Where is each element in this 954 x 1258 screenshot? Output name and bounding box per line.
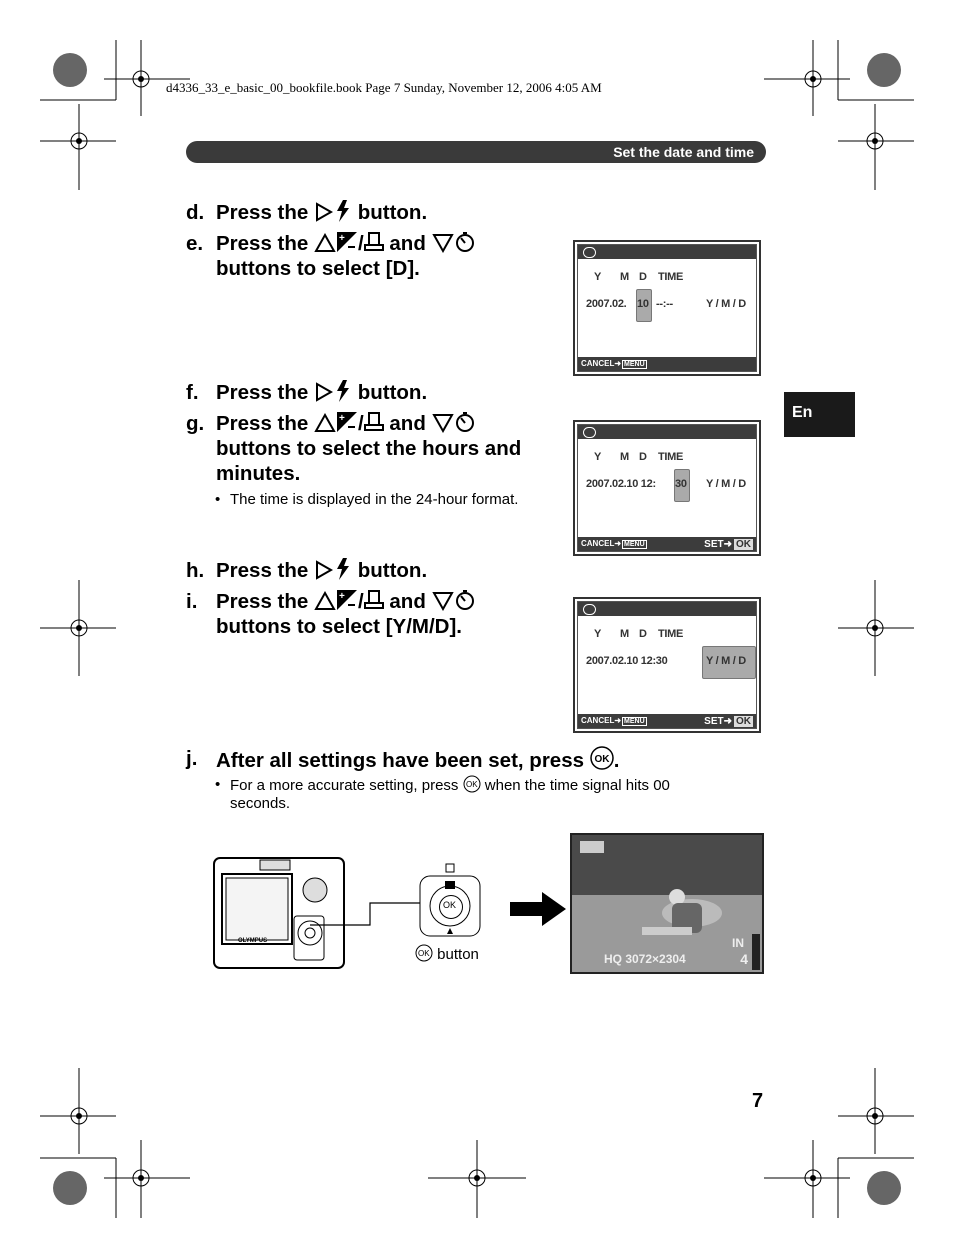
step-letter: e.: [186, 232, 204, 255]
lcd-screen-day: [573, 240, 761, 376]
down-triangle-icon: [432, 233, 454, 253]
clock-icon: [583, 604, 596, 615]
dial-ok-button[interactable]: [439, 895, 463, 919]
date-value: 2007.02.10 12:: [586, 478, 656, 490]
self-timer-icon: [454, 411, 476, 433]
lcd-screen-format: [573, 597, 761, 733]
caption-text: button: [437, 946, 479, 963]
format-value[interactable]: Y / M / D: [706, 655, 746, 667]
step-text-end: .: [613, 749, 620, 772]
flash-icon: [334, 558, 352, 580]
flash-icon: [334, 200, 352, 222]
cancel-label: CANCEL: [581, 539, 615, 548]
label-y: Y: [594, 451, 602, 463]
ok-button-label: OK: [443, 900, 457, 910]
bullet: •: [215, 491, 221, 508]
self-timer-icon: [454, 231, 476, 253]
step-f: [186, 380, 726, 406]
label-time: TIME: [658, 271, 684, 283]
right-triangle-icon: [314, 560, 334, 580]
step-text: button.: [357, 201, 428, 224]
step-e: e. Press the + / and buttons to select [D].: [186, 231, 726, 283]
screen-topbar: [578, 602, 756, 616]
step-text-line2: buttons to select [Y/M/D].: [216, 615, 462, 638]
label-m: M: [620, 271, 629, 283]
up-triangle-icon: [314, 591, 336, 611]
exposure-compensation-icon: [336, 589, 358, 611]
svg-text:OK: OK: [465, 780, 478, 789]
flash-icon: [334, 380, 352, 402]
ok-button-label: OK: [736, 716, 751, 727]
day-value[interactable]: 10: [637, 298, 649, 310]
label-time: TIME: [658, 628, 684, 640]
battery-bar: [752, 934, 760, 970]
svg-text:OK: OK: [418, 949, 430, 958]
step-h: [186, 558, 726, 584]
clock-icon: [583, 427, 596, 438]
print-icon: [364, 411, 384, 433]
label-y: Y: [594, 628, 602, 640]
date-value: 2007.02.10 12:30: [586, 655, 668, 667]
ok-button-icon: [415, 944, 433, 962]
step-text: Press the: [216, 559, 314, 582]
note-accurate-setting: [215, 775, 755, 815]
section-header-bar: [186, 141, 766, 163]
lcd-screen-time: [573, 420, 761, 556]
step-text-line3: minutes.: [216, 462, 301, 485]
up-triangle-icon: [314, 413, 336, 433]
label-m: M: [620, 451, 629, 463]
camera-brand: OLYMPUS: [238, 938, 268, 944]
down-triangle-icon: [432, 413, 454, 433]
svg-text:+: +: [339, 413, 345, 424]
ok-button-icon: [463, 775, 481, 793]
set-label: SET: [704, 716, 724, 727]
step-letter: i.: [186, 590, 198, 613]
step-d: [186, 200, 726, 226]
menu-button-label: MENU: [624, 541, 645, 548]
screen-botbar: CANCEL➜ MENU SET➜ OK: [578, 714, 756, 728]
print-icon: [364, 589, 384, 611]
minute-value[interactable]: 30: [675, 478, 687, 490]
step-text: button.: [357, 381, 428, 404]
step-letter: g.: [186, 412, 205, 435]
ok-button-icon: [590, 746, 614, 770]
photo-preview-screen: [570, 833, 764, 974]
clock-icon: [583, 247, 596, 258]
label-time: TIME: [658, 451, 684, 463]
photo-quality-text: HQ 3072×2304: [604, 952, 686, 966]
set-label: SET: [704, 539, 724, 550]
step-text-line2: buttons to select the hours and: [216, 437, 522, 460]
label-y: Y: [594, 271, 602, 283]
menu-button-label: MENU: [624, 718, 645, 725]
note-24-hour: [215, 490, 565, 510]
photo-count: 4: [740, 951, 748, 967]
label-m: M: [620, 628, 629, 640]
step-letter: f.: [186, 381, 199, 404]
step-text: Press the: [216, 590, 314, 613]
step-i: i. Press the + / and buttons to select [Y/M/D].: [186, 589, 726, 641]
date-value: 2007.02.: [586, 298, 627, 310]
svg-text:+: +: [339, 233, 345, 244]
step-text: Press the: [216, 412, 314, 435]
ok-button-caption: [415, 944, 505, 964]
note-text: when the time signal hits 00: [480, 777, 670, 794]
ok-button-label: OK: [736, 539, 751, 550]
format-value: Y / M / D: [706, 298, 746, 310]
step-text: Press the: [216, 381, 314, 404]
label-d: D: [639, 451, 647, 463]
screen-topbar: [578, 425, 756, 439]
note-text: For a more accurate setting, press: [230, 777, 463, 794]
up-triangle-icon: [314, 233, 336, 253]
print-icon: [364, 231, 384, 253]
self-timer-icon: [454, 589, 476, 611]
screen-botbar: CANCEL➜ MENU SET➜ OK: [578, 537, 756, 551]
cancel-label: CANCEL: [581, 359, 615, 368]
right-arrow-icon: [510, 892, 566, 926]
page-number: 7: [752, 1090, 764, 1112]
label-d: D: [639, 628, 647, 640]
svg-text:+: +: [339, 591, 345, 602]
section-title: Set the date and time: [613, 144, 754, 160]
bullet: •: [215, 776, 221, 793]
exposure-compensation-icon: [336, 411, 358, 433]
step-text-line2: buttons to select [D].: [216, 257, 420, 280]
exposure-compensation-icon: [336, 231, 358, 253]
step-text: Press the: [216, 232, 314, 255]
connector-lines: [300, 895, 430, 935]
photo-mem-indicator: IN: [732, 936, 744, 950]
note-text-line2: seconds.: [230, 795, 291, 812]
step-text: After all settings have been set, press: [216, 749, 590, 772]
language-tab-label: En: [792, 404, 813, 421]
down-triangle-icon: [432, 591, 454, 611]
step-text: button.: [357, 559, 428, 582]
right-triangle-icon: [314, 202, 334, 222]
step-letter: j.: [186, 747, 198, 770]
label-d: D: [639, 271, 647, 283]
step-j: [186, 746, 766, 772]
menu-button-label: MENU: [624, 361, 645, 368]
file-info: d4336_33_e_basic_00_bookfile.book Page 7 Sunday, November 12, 2006 4:05 AM: [166, 80, 602, 95]
language-tab: [784, 392, 855, 437]
cancel-label: CANCEL: [581, 716, 615, 725]
format-value: Y / M / D: [706, 478, 746, 490]
screen-topbar: [578, 245, 756, 259]
svg-text:OK: OK: [594, 754, 610, 765]
screen-botbar: CANCEL➜ MENU: [578, 357, 756, 371]
step-letter: d.: [186, 201, 205, 224]
step-text: and: [389, 590, 432, 613]
right-triangle-icon: [314, 382, 334, 402]
time-value: --:--: [656, 298, 673, 310]
step-letter: h.: [186, 559, 205, 582]
step-g: g. Press the + / and buttons to select the hours and minutes.: [186, 412, 522, 485]
step-text: and: [389, 232, 432, 255]
step-text: and: [389, 412, 432, 435]
step-text: Press the: [216, 201, 314, 224]
note-text: The time is displayed in the 24-hour format.: [230, 491, 519, 508]
